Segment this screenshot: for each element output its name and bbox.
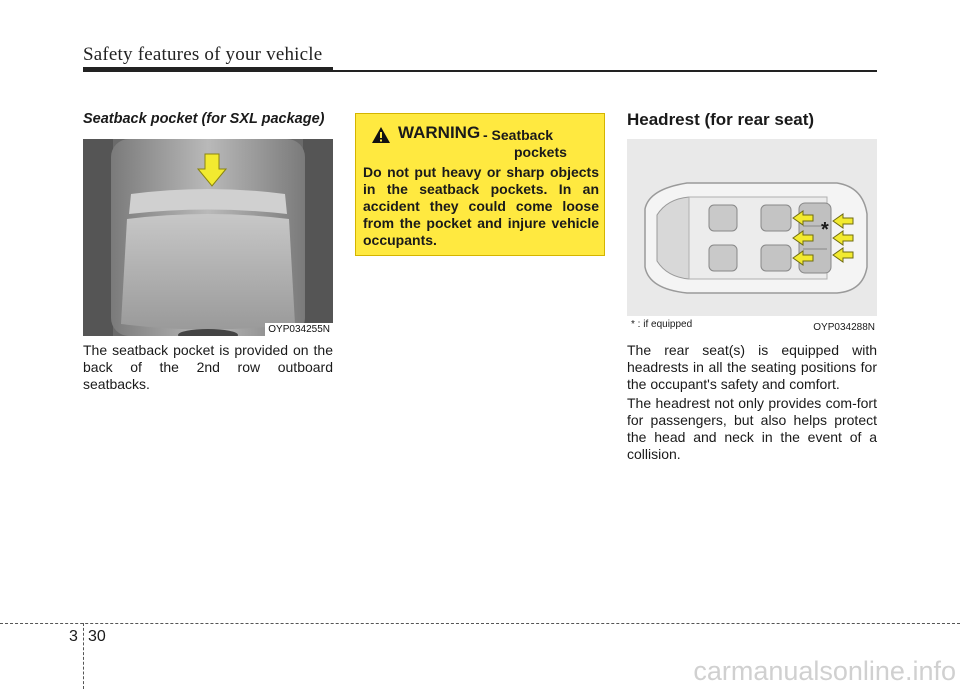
diagram-footer [627, 316, 877, 336]
warning-subtitle: - Seatback [483, 127, 554, 143]
if-equipped-note: * : if equipped [631, 319, 693, 330]
header-rule [83, 67, 333, 72]
seatback-pocket-paragraph: The seatback pocket is provided on the back of the 2nd row outboard seatbacks. [83, 342, 333, 392]
if-equipped-marker: * [821, 219, 829, 241]
header-rule-thin [333, 70, 877, 72]
watermark: carmanualsonline.info [693, 656, 956, 686]
footer-rule [0, 623, 960, 624]
warning-triangle-icon [371, 126, 391, 144]
headrest-heading: Headrest (for rear seat) [627, 110, 815, 129]
image-code-label: OYP034288N [813, 322, 875, 333]
page-number: 30 [88, 628, 106, 645]
seatback-pocket-photo [83, 139, 333, 336]
warning-subtitle-cont: pockets [514, 144, 567, 160]
headrest-paragraph-1: The rear seat(s) is equipped with headrests in all the seating positions for the occupant's safety and comfort. [627, 342, 877, 392]
warning-label: WARNING [398, 123, 481, 142]
warning-box [355, 113, 605, 256]
vehicle-top-view [627, 139, 877, 316]
image-code-label: OYP034255N [265, 323, 333, 336]
headrest-paragraph-2: The headrest not only provides com-fort for passengers, but also helps protect the head and neck in the event of a collision. [627, 395, 877, 462]
down-arrow-icon [197, 153, 227, 187]
page-header-title: Safety features of your vehicle [83, 44, 323, 65]
seatback-pocket-heading: Seatback pocket (for SXL package) [83, 111, 325, 127]
footer-vertical-rule [83, 623, 84, 689]
headrest-diagram [627, 139, 877, 336]
chapter-number: 3 [69, 628, 78, 645]
warning-text: Do not put heavy or sharp objects in the seatback pockets. In an accident they could come loose from the pocket and injure vehicle occupants. [363, 164, 599, 248]
